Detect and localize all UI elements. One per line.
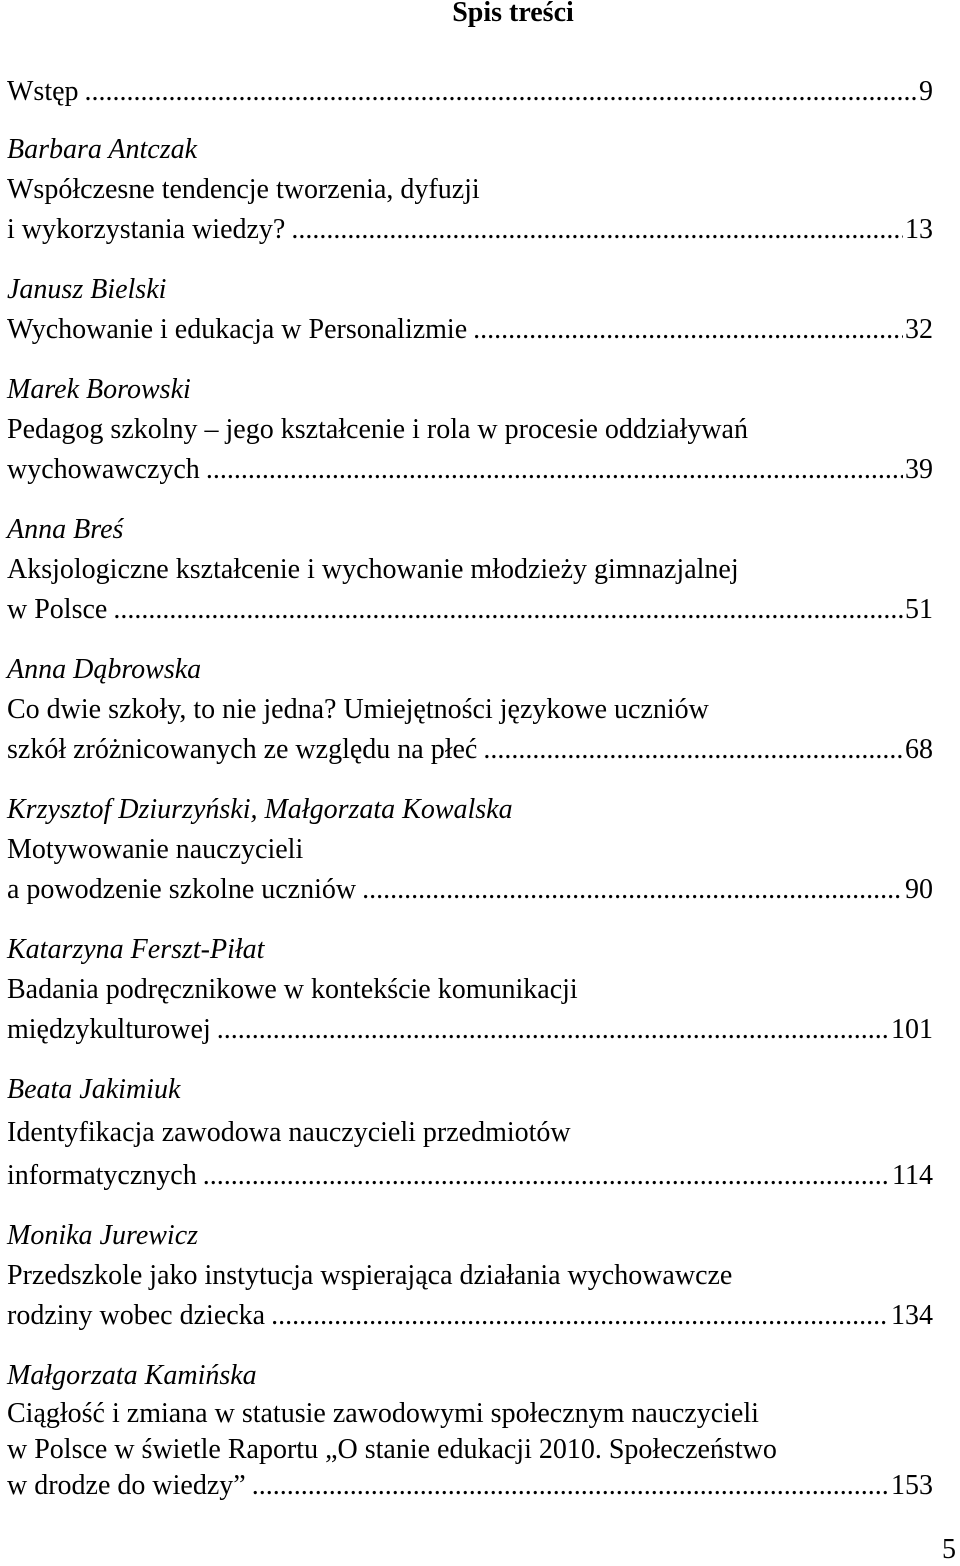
toc-entry-title-line: Ciągłość i zmiana w statusie zawodowymi społecznym nauczycieli	[7, 1398, 759, 1429]
toc-entry-line	[7, 730, 933, 770]
dot-leader	[206, 450, 903, 490]
toc-entry-title-end: wychowawczych	[7, 454, 200, 485]
toc-entry-borowski	[7, 370, 933, 510]
toc-entry-author: Małgorzata Kamińska	[7, 1360, 257, 1391]
dot-leader	[217, 1010, 889, 1050]
toc-entry-title: Wstęp	[7, 76, 79, 107]
toc-entry-ferszt-pilat	[7, 930, 933, 1070]
toc-entry-line	[7, 590, 933, 630]
toc-entry-title-line: Przedszkole jako instytucja wspierająca działania wychowawcze	[7, 1260, 733, 1291]
toc-entry-line	[7, 450, 933, 490]
toc-entry-page: 9	[919, 76, 933, 107]
toc-entry-dabrowska	[7, 650, 933, 790]
toc-entry-line	[7, 1468, 933, 1504]
dot-leader	[362, 870, 903, 910]
toc-entry-dziurzynski-kowalska	[7, 790, 933, 930]
toc-entry-page: 32	[905, 314, 933, 345]
toc-entry-title-end: i wykorzystania wiedzy?	[7, 214, 286, 245]
toc-entry-bres	[7, 510, 933, 650]
toc-entry-title-end: a powodzenie szkolne uczniów	[7, 874, 357, 905]
toc-entry-author: Katarzyna Ferszt-Piłat	[7, 934, 265, 965]
toc-entry-page: 101	[891, 1014, 933, 1045]
dot-leader	[483, 730, 903, 770]
toc-entry-author: Monika Jurewicz	[7, 1220, 199, 1251]
toc-entry-title-line: Identyfikacja zawodowa nauczycieli przedmiotów	[7, 1117, 571, 1148]
toc-entry-page: 90	[905, 874, 933, 905]
toc-entry-page: 51	[905, 594, 933, 625]
toc-entry-line	[7, 72, 933, 112]
dot-leader	[291, 210, 903, 250]
toc-entry-author: Barbara Antczak	[7, 134, 198, 165]
toc-entry-line	[7, 870, 933, 910]
toc-entry-title-line: Co dwie szkoły, to nie jedna? Umiejętności językowe uczniów	[7, 694, 709, 725]
toc-entry-page: 68	[905, 734, 933, 765]
toc-entry-title-line: Badania podręcznikowe w kontekście komunikacji	[7, 974, 578, 1005]
toc-entry-page: 153	[891, 1470, 933, 1501]
toc-entry-line	[7, 1156, 933, 1196]
dot-leader	[252, 1468, 889, 1504]
toc-entry-line	[7, 210, 933, 250]
toc-entry-line	[7, 1010, 933, 1050]
toc-entry-title-end: w drodze do wiedzy”	[7, 1470, 246, 1501]
toc-entry-page: 39	[905, 454, 933, 485]
page-number: 5	[942, 1534, 956, 1565]
toc-entry-title-end: szkół zróżnicowanych ze względu na płeć	[7, 734, 478, 765]
toc-entry-author: Beata Jakimiuk	[7, 1074, 181, 1105]
dot-leader	[473, 310, 903, 350]
dot-leader	[271, 1296, 889, 1336]
toc-entry-title-end: w Polsce	[7, 594, 108, 625]
toc-entry-jakimiuk	[7, 1070, 933, 1216]
toc-entry-title-end: rodziny wobec dziecka	[7, 1300, 266, 1331]
toc-entry-author: Anna Breś	[7, 514, 124, 545]
dot-leader	[113, 590, 903, 630]
toc-title: Spis treści	[452, 0, 574, 28]
toc-entry-author: Anna Dąbrowska	[7, 654, 202, 685]
toc-entry-page: 13	[905, 214, 933, 245]
toc-entry-line	[7, 310, 933, 350]
toc-entry-title-line: Współczesne tendencje tworzenia, dyfuzji	[7, 174, 480, 205]
toc-entry-author: Krzysztof Dziurzyński, Małgorzata Kowalska	[7, 794, 513, 825]
toc-entry-author: Janusz Bielski	[7, 274, 167, 305]
toc-entry-page: 114	[892, 1160, 933, 1191]
toc-entry-title-line: Motywowanie nauczycieli	[7, 834, 304, 865]
toc-entry-bielski	[7, 270, 933, 370]
toc-entry-title-line: Pedagog szkolny – jego kształcenie i rola w procesie oddziaływań	[7, 414, 748, 445]
toc-entry-author: Marek Borowski	[7, 374, 191, 405]
toc-entry-wstep	[7, 72, 933, 130]
toc-entry-kaminska	[7, 1356, 933, 1506]
toc-entry-title-end: międzykulturowej	[7, 1014, 211, 1045]
toc-entry-jurewicz	[7, 1216, 933, 1356]
toc-entry-line	[7, 1296, 933, 1336]
toc-entry-page: 134	[891, 1300, 933, 1331]
toc-entry-title-end: informatycznych	[7, 1160, 197, 1191]
toc-list	[7, 72, 933, 1506]
dot-leader	[203, 1156, 890, 1196]
toc-entry-title-end: Wychowanie i edukacja w Personalizmie	[7, 314, 468, 345]
toc-entry-title-line: Aksjologiczne kształcenie i wychowanie młodzieży gimnazjalnej	[7, 554, 739, 585]
toc-entry-antczak	[7, 130, 933, 270]
dot-leader	[85, 72, 917, 112]
toc-entry-title-line: w Polsce w świetle Raportu „O stanie edukacji 2010. Społeczeństwo	[7, 1434, 777, 1465]
